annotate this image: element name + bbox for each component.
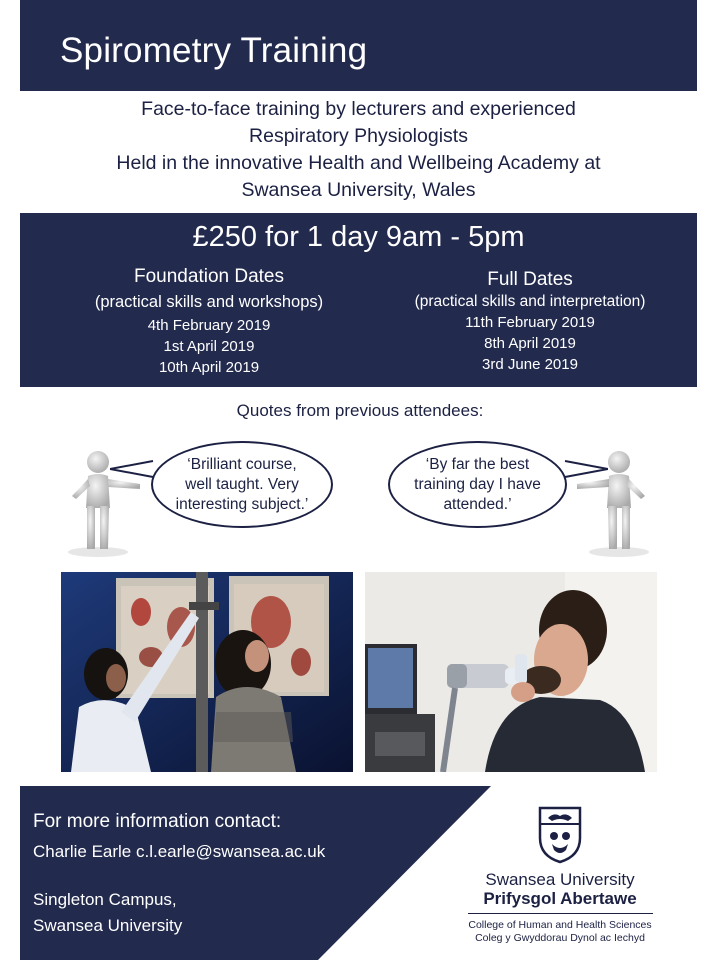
spirometer-photo: [365, 572, 657, 772]
intro-line: Respiratory Physiologists: [249, 125, 468, 147]
college-name-en: College of Human and Health Sciences: [468, 919, 652, 931]
quote-line: well taught. Very: [185, 475, 299, 493]
classroom-photo: [61, 572, 353, 772]
quote-line: training day I have: [414, 475, 541, 493]
foundation-title: Foundation Dates: [134, 266, 284, 287]
contact-block: [33, 809, 325, 939]
full-date: 3rd June 2019: [482, 356, 578, 373]
foundation-date: 10th April 2019: [158, 359, 260, 376]
contact-person: Charlie Earle c.l.earle@swansea.ac.uk: [33, 842, 326, 861]
contact-heading: For more information contact:: [33, 811, 282, 832]
college-name-cy: Coleg y Gwyddorau Dynol ac Iechyd: [475, 932, 645, 944]
full-title: Full Dates: [487, 269, 573, 290]
contact-footer: [20, 786, 697, 960]
speech-tail-left: [110, 455, 155, 485]
full-date: 8th April 2019: [484, 335, 576, 352]
full-date: 11th February 2019: [465, 314, 595, 331]
foundation-dates-column: [20, 265, 398, 378]
crest-icon: [536, 804, 584, 864]
quote-bubble-1: [151, 441, 333, 528]
quote-line: interesting subject.’: [175, 495, 309, 513]
pricing-panel: [20, 213, 697, 387]
foundation-date: 4th February 2019: [147, 317, 271, 334]
university-name-en: Swansea University: [485, 870, 635, 889]
full-dates-column: [360, 268, 700, 375]
quote-line: attended.’: [443, 495, 512, 513]
price-headline: £250 for 1 day 9am - 5pm: [192, 221, 525, 253]
speech-tail-right: [563, 455, 608, 485]
university-line: Swansea University: [33, 916, 183, 935]
intro-line: Swansea University, Wales: [241, 179, 476, 201]
foundation-subtitle: (practical skills and workshops): [94, 293, 324, 311]
quotes-heading: Quotes from previous attendees:: [236, 401, 484, 420]
university-name-cy: Prifysgol Abertawe: [483, 889, 637, 908]
foundation-date: 1st April 2019: [163, 338, 255, 355]
intro-line: Held in the innovative Health and Wellbeing Academy at: [116, 152, 601, 174]
logo-divider: [468, 913, 653, 914]
university-logo: [440, 804, 680, 945]
title-banner: [20, 0, 697, 91]
quote-line: ‘By far the best: [425, 455, 530, 473]
intro-line: Face-to-face training by lecturers and experienced: [141, 98, 576, 120]
full-subtitle: (practical skills and interpretation): [414, 293, 646, 310]
campus-line: Singleton Campus,: [33, 890, 177, 909]
quote-bubble-2: [388, 441, 567, 528]
intro-text: [20, 96, 697, 204]
page-title: Spirometry Training: [60, 31, 368, 70]
quote-line: ‘Brilliant course,: [187, 455, 297, 473]
